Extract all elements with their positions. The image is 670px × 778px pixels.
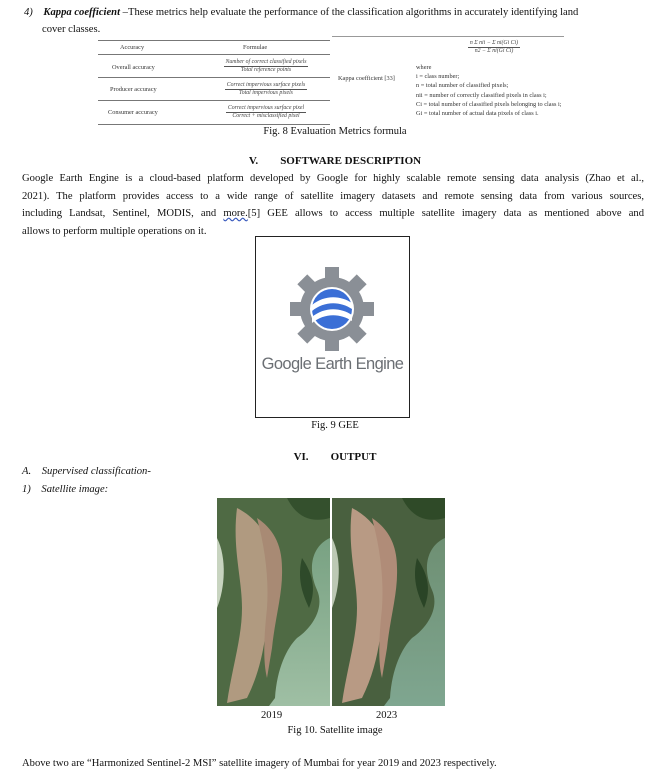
- table-row-formula: Correct impervious surface pixels Total impervious pixels: [226, 82, 306, 96]
- kappa-dash: –: [120, 7, 128, 18]
- section-num: V.: [248, 155, 259, 167]
- table-row-formula: Correct impervious surface pixel Correct + misclassified pixel: [227, 105, 305, 119]
- satellite-image-2023: [332, 498, 445, 706]
- fig9-caption: Fig. 9 GEE: [311, 420, 359, 431]
- section-heading: [0, 451, 670, 463]
- metrics-table: [98, 40, 330, 130]
- kappa-term: Kappa coefficient: [43, 7, 121, 18]
- kappa-formula: [332, 36, 564, 128]
- kappa-fraction: n Σ nii − Σ ni(Gi Ci) n2 − Σ ni(Gi Ci): [469, 40, 519, 54]
- kappa-text: These metrics help evaluate the performance of the classification algorithms in accurately identifying land: [127, 7, 579, 18]
- kappa-formula-label: Kappa coefficient [33]: [338, 75, 395, 82]
- satellite-image-2019: [217, 498, 330, 706]
- section-heading: [0, 155, 670, 167]
- fig10-caption: Fig 10. Satellite image: [287, 725, 383, 736]
- fig8-caption: Fig. 8 Evaluation Metrics formula: [263, 126, 407, 137]
- kappa-def: i = class number;: [416, 73, 460, 80]
- table-row-label: Overall accuracy: [112, 64, 155, 71]
- year-label-2019: 2019: [261, 710, 283, 721]
- gee-logo-icon: [256, 237, 409, 417]
- kappa-num: 4): [24, 7, 33, 18]
- kappa-def: Ci = total number of classified pixels belonging to class i;: [416, 101, 562, 108]
- kappa-where: where: [416, 64, 432, 71]
- subsection-a: A. Supervised classification-: [22, 466, 151, 477]
- table-row-formula: Number of correct classified pixels Total reference points: [225, 59, 307, 73]
- section-title: SOFTWARE DESCRIPTION: [280, 155, 422, 167]
- table-header-accuracy: Accuracy: [120, 44, 145, 51]
- section-title: OUTPUT: [330, 451, 377, 463]
- gee-logo-figure: [255, 236, 410, 418]
- table-header-formulae: Formulae: [243, 44, 268, 51]
- squiggle-word: more.: [223, 208, 248, 219]
- gee-logo-text: Google Earth Engine: [261, 355, 404, 373]
- table-row-label: Producer accuracy: [110, 86, 157, 93]
- software-paragraph: Google Earth Engine is a cloud-based platform developed by Google for highly scalable remote sensing data analysis (Zhao et al., 2021). The platform provides access to a wide range of satellite imagery datasets and remote sensing data from various sources, including Landsat, Sentinel, MODIS, and more.[5] GEE allows to access multiple satellite imagery data as mentioned above and allows to perform multiple operations on it.: [22, 173, 644, 237]
- section-num: VI.: [293, 451, 309, 463]
- kappa-paragraph-cont: cover classes.: [42, 24, 101, 35]
- kappa-paragraph: [24, 4, 644, 22]
- year-label-2023: 2023: [376, 710, 398, 721]
- table-row-label: Consumer accuracy: [108, 109, 158, 116]
- kappa-def: nii = number of correctly classified pixels in class i;: [416, 92, 547, 99]
- footer-paragraph: Above two are “Harmonized Sentinel-2 MSI” satellite imagery of Mumbai for year 2019 and 2023 respectively.: [22, 758, 497, 769]
- kappa-def: Gi = total number of actual data pixels of class i.: [416, 110, 539, 117]
- kappa-def: n = total number of classified pixels;: [416, 82, 509, 89]
- subsection-1: 1) Satellite image:: [22, 484, 109, 495]
